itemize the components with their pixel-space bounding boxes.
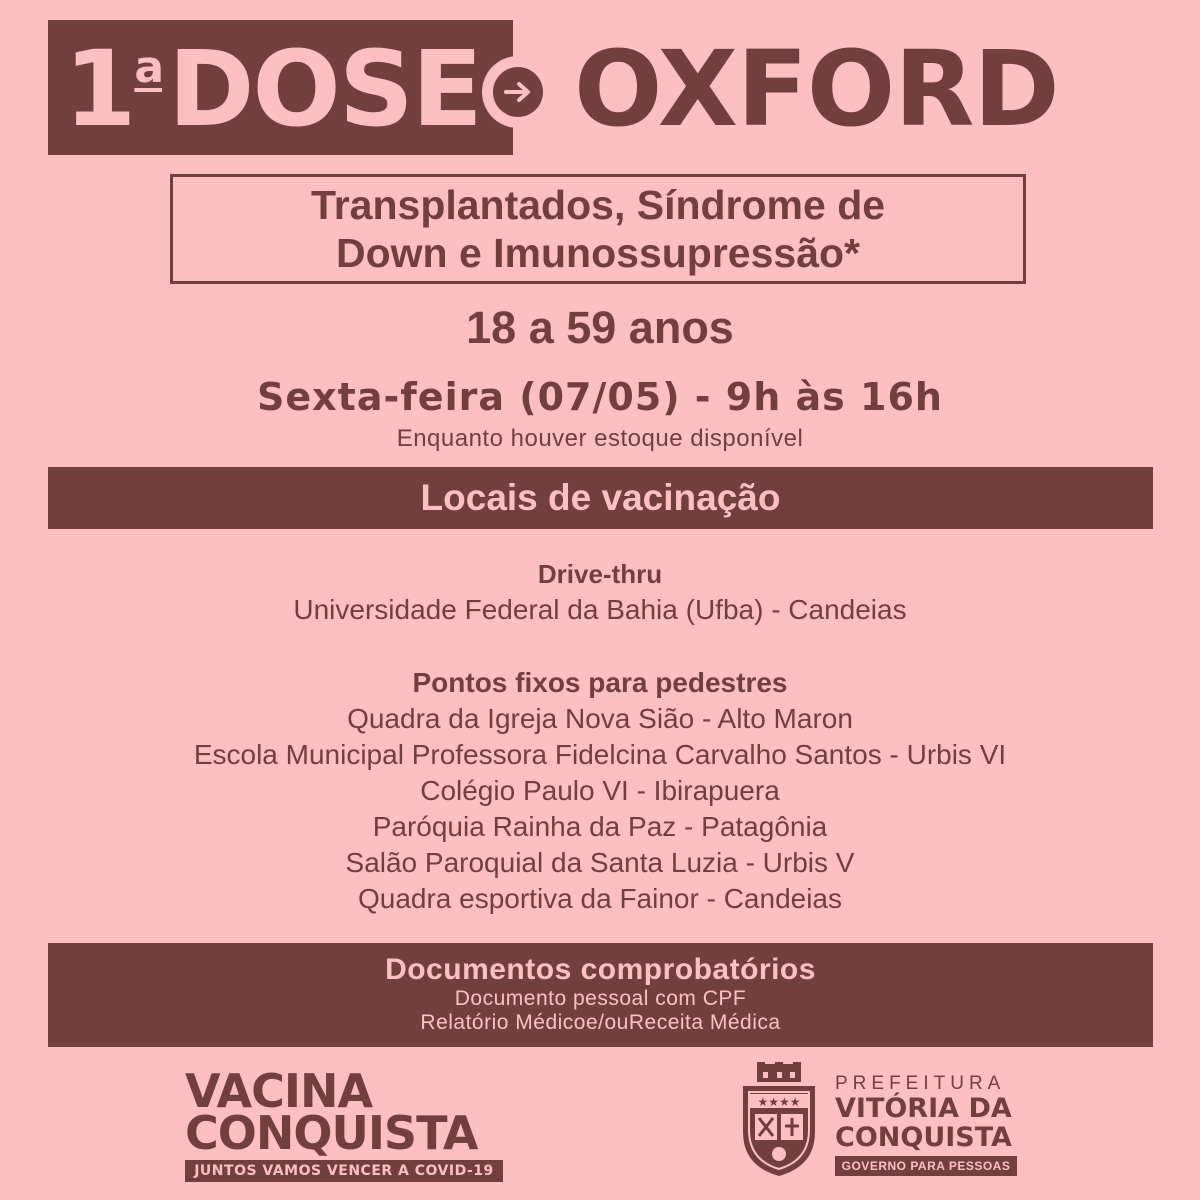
drive-thru-place: Universidade Federal da Bahia (Ufba) - Candeias <box>293 594 907 625</box>
dose-label <box>64 24 481 154</box>
campaign-logo-line: CONQUISTA <box>185 1106 478 1160</box>
campaign-logo-line: VACINA <box>185 1064 373 1118</box>
documents-box <box>48 943 1153 1047</box>
fixed-points-title: Pontos fixos para pedestres <box>412 667 788 698</box>
age-range: 18 a 59 anos <box>466 302 734 353</box>
target-group-box <box>170 174 1026 284</box>
list-item: Escola Municipal Professora Fidelcina Carvalho Santos - Urbis VI <box>193 739 1007 770</box>
city-logo-slogan: GOVERNO PARA PESSOAS <box>835 1156 1017 1176</box>
list-item: Quadra da Igreja Nova Sião - Alto Maron <box>347 703 853 734</box>
svg-text:★★★★: ★★★★ <box>757 1095 801 1109</box>
dose-number: 1 <box>64 28 135 150</box>
locations-title: Locais de vacinação <box>420 477 781 518</box>
documents-title: Documentos comprobatórios <box>385 953 816 986</box>
arrow-right-circle-icon <box>482 56 554 128</box>
city-logo-prefix: PREFEITURA <box>835 1073 1006 1094</box>
fixed-points-list <box>0 701 1200 917</box>
stock-note: Enquanto houver estoque disponível <box>396 425 804 452</box>
document-item: Documento pessoal com CPF <box>454 987 747 1010</box>
city-logo-name <box>835 1094 1012 1152</box>
campaign-tagline: JUNTOS VAMOS VENCER A COVID-19 <box>185 1160 503 1182</box>
campaign-logo <box>185 1064 515 1182</box>
list-item: Quadra esportiva da Fainor - Candeias <box>357 883 843 914</box>
date-time: Sexta-feira (07/05) - 9h às 16h <box>257 375 943 419</box>
drive-thru-title: Drive-thru <box>537 559 663 589</box>
city-crest-icon <box>733 1062 825 1187</box>
dose-word: DOSE <box>168 28 481 150</box>
city-logo-line: CONQUISTA <box>835 1122 1012 1153</box>
list-item: Paróquia Rainha da Paz - Patagônia <box>372 811 828 842</box>
dose-ordinal: a <box>134 42 163 93</box>
city-logo-line: VITÓRIA DA <box>835 1093 1012 1124</box>
target-group-line: Down e Imunossupressão* <box>335 230 860 276</box>
list-item: Colégio Paulo VI - Ibirapuera <box>420 775 780 806</box>
vaccine-name: OXFORD <box>574 28 1059 150</box>
locations-header-bar <box>48 467 1153 529</box>
list-item: Salão Paroquial da Santa Luzia - Urbis V <box>345 847 855 878</box>
document-item: Relatório Médicoe/ouReceita Médica <box>420 1011 781 1034</box>
target-group-line: Transplantados, Síndrome de <box>310 182 886 228</box>
